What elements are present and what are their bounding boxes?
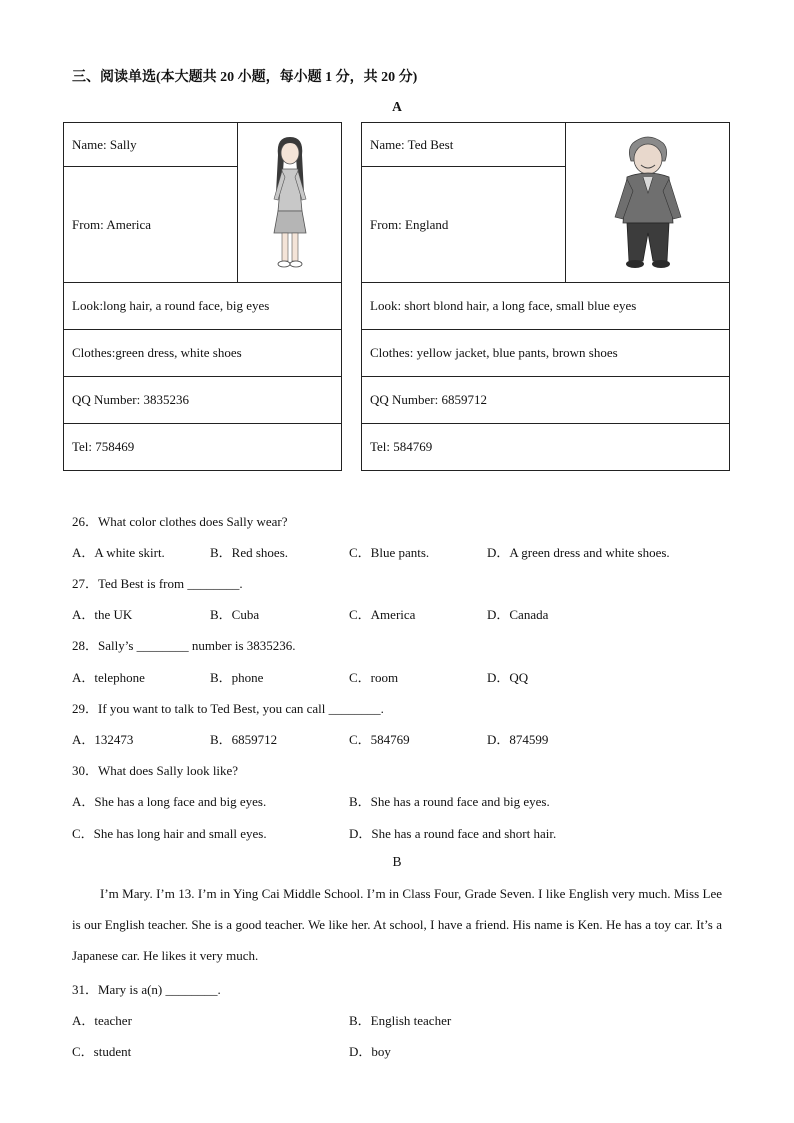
q28-option-d[interactable]: D．QQ (487, 670, 529, 685)
q31-option-b[interactable]: B．English teacher (349, 1013, 452, 1028)
q29-option-a[interactable]: A．132473 (72, 732, 134, 747)
passage-b-label: B (392, 854, 402, 869)
q26-option-d[interactable]: D．A green dress and white shoes. (487, 545, 670, 560)
q31-option-c[interactable]: C．student (72, 1044, 132, 1059)
section-title: 三、阅读单选(本大题共 20 小题，每小题 1 分，共 20 分) (72, 70, 418, 85)
q29-option-c[interactable]: C．584769 (349, 732, 410, 747)
passage-b-text: I’m Mary. I’m 13. I’m in Ying Cai Middle School. I’m in Class Four, Grade Seven. I like English very much. Miss Lee is our English teacher. She is a good teacher. We like her. At school, I have a friend. His name is Ken. He has a toy car. It’s a Japanese car. He likes it very much. (72, 886, 722, 963)
q27-option-d[interactable]: D．Canada (487, 607, 549, 622)
question-28: 28．Sally’s ________ number is 3835236. (72, 638, 296, 653)
question-31: 31．Mary is a(n) ________. (72, 982, 221, 997)
q27-option-a[interactable]: A．the UK (72, 607, 133, 622)
q30-option-a[interactable]: A．She has a long face and big eyes. (72, 794, 267, 809)
question-29: 29．If you want to talk to Ted Best, you can call ________. (72, 701, 384, 716)
q28-option-b[interactable]: B．phone (210, 670, 264, 685)
sally-clothes: Clothes:green dress, white shoes (64, 330, 341, 377)
ted-name: Name: Ted Best (362, 123, 565, 167)
q28-option-c[interactable]: C．room (349, 670, 399, 685)
ted-from: From: England (362, 167, 565, 283)
q26-option-a[interactable]: A．A white skirt. (72, 545, 165, 560)
q31-option-d[interactable]: D．boy (349, 1044, 391, 1059)
q27-option-c[interactable]: C．America (349, 607, 416, 622)
question-30: 30．What does Sally look like? (72, 763, 239, 778)
girl-illustration (260, 133, 320, 273)
boy-illustration (603, 133, 693, 273)
sally-qq: QQ Number: 3835236 (64, 377, 341, 424)
q27-option-b[interactable]: B．Cuba (210, 607, 260, 622)
q30-option-c[interactable]: C．She has long hair and small eyes. (72, 826, 267, 841)
sally-photo (237, 123, 341, 283)
sally-from: From: America (64, 167, 237, 283)
ted-look: Look: short blond hair, a long face, small blue eyes (362, 283, 729, 330)
sally-name: Name: Sally (64, 123, 237, 167)
ted-qq: QQ Number: 6859712 (362, 377, 729, 424)
q29-option-b[interactable]: B．6859712 (210, 732, 278, 747)
question-27: 27．Ted Best is from ________. (72, 576, 243, 591)
q30-option-d[interactable]: D．She has a round face and short hair. (349, 826, 557, 841)
q30-option-b[interactable]: B．She has a round face and big eyes. (349, 794, 550, 809)
question-26: 26．What color clothes does Sally wear? (72, 514, 288, 529)
ted-photo (565, 123, 729, 283)
q31-option-a[interactable]: A．teacher (72, 1013, 132, 1028)
q29-option-d[interactable]: D．874599 (487, 732, 549, 747)
ted-clothes: Clothes: yellow jacket, blue pants, brown shoes (362, 330, 729, 377)
sally-tel: Tel: 758469 (72, 439, 135, 454)
q26-option-c[interactable]: C．Blue pants. (349, 545, 430, 560)
q26-option-b[interactable]: B．Red shoes. (210, 545, 289, 560)
profile-card-sally (63, 122, 342, 471)
passage-a-label: A (392, 99, 402, 114)
q28-option-a[interactable]: A．telephone (72, 670, 145, 685)
ted-tel: Tel: 584769 (370, 439, 433, 454)
sally-look: Look:long hair, a round face, big eyes (64, 283, 341, 330)
profile-card-ted (361, 122, 730, 471)
